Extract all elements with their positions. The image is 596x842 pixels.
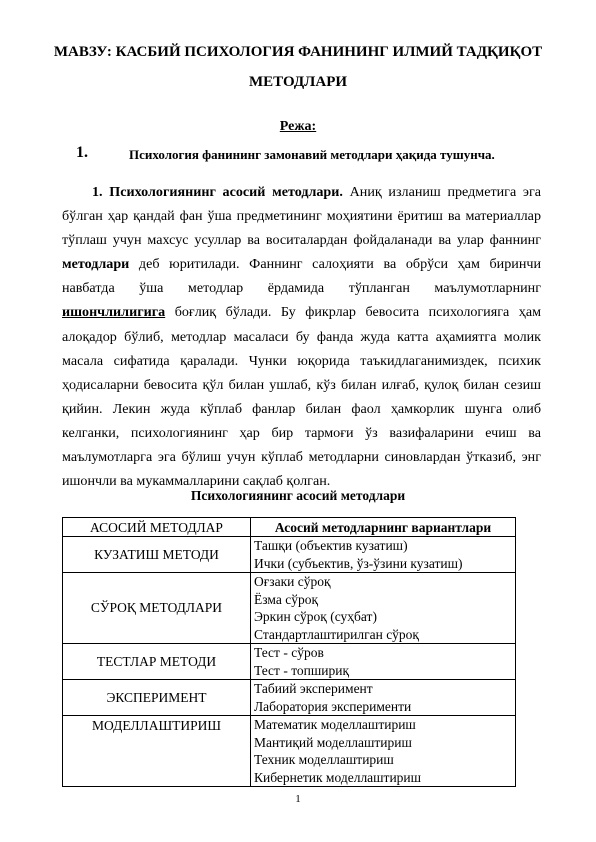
variant-item: Тест - сўров [254, 645, 324, 660]
method-name: ТЕСТЛАР МЕТОДИ [63, 644, 251, 680]
table-row [63, 680, 516, 716]
paragraph-term-methods: методлари [62, 256, 130, 273]
plan-item-text: Психология фанининг замонавий методлари ҳақида тушунча. [129, 147, 495, 162]
paragraph-term-reliability: ишончлилигига [62, 304, 166, 321]
method-variants [251, 716, 516, 787]
table-row [63, 644, 516, 680]
variant-item: Кибернетик моделлаштириш [254, 769, 422, 785]
method-variants [251, 644, 516, 680]
method-name: МОДЕЛЛАШТИРИШ [63, 716, 251, 787]
document-title-line2: МЕТОДЛАРИ [248, 74, 348, 90]
table-header-variants: Асосий методларнинг вариантлари [251, 518, 516, 537]
variant-item: Лаборатория эксперименти [254, 698, 412, 714]
variant-item: Тест - топшириқ [254, 662, 350, 678]
variant-item: Математик моделлаштириш [254, 717, 416, 732]
method-variants [251, 573, 516, 644]
variant-item: Ташқи (объектив кузатиш) [254, 538, 408, 553]
variant-item: Табиий эксперимент [254, 681, 373, 696]
variant-item: Техник моделлаштириш [254, 752, 394, 767]
variant-item: Ички (субъектив, ўз-ўзини кузатиш) [254, 555, 463, 571]
paragraph-text-c: боғлиқ бўлади. Бу фикрлар бевосита психологияга ҳам алоқадор бўлиб, методлар масаласи бу фанда жуда катта аҳамиятга молик масала сифатида қаралади. Чунки юқорида таъкидлаганимиздек, психик ҳодисаларни бевосита қўл билан ушлаб, кўз билан илғаб, қулоқ билан сезиш қийин. Лекин жуда кўплаб фанлар билан фаол ҳамкорлик шунга олиб келганки, психологиянинг ҳар бир тармоғи ўз вазифаларини ечиш ва маълумотларга эга бўлиш учун кўплаб методларни синовлардан ўтказиб, энг ишончли ва мукаммалларини сақлаб қолган. [62, 304, 541, 490]
paragraph-lead: 1. Психологиянинг асосий методлари. [92, 184, 343, 200]
table-row [63, 537, 516, 573]
variant-item: Эркин сўроқ (суҳбат) [254, 609, 377, 624]
table-header-row [63, 518, 516, 537]
table-caption: Психологиянинг асосий методлари [190, 488, 406, 503]
paragraph-text-a: Аниқ изланиш предметига эга бўлган ҳар қандай фан ўша предметининг моҳиятини ёритиш ва материаллар тўплаш учун махсус усуллар ва воситалардан фойдаланади ва улар фаннинг [62, 184, 541, 249]
plan-item-number: 1. [76, 144, 88, 161]
variant-item: Стандартлаштирилган сўроқ [254, 626, 419, 642]
body-paragraph [62, 180, 541, 493]
page-number: 1 [295, 793, 301, 805]
variant-item: Мантиқий моделлаштириш [254, 734, 412, 750]
table-row [63, 573, 516, 644]
method-name: ЭКСПЕРИМЕНТ [63, 680, 251, 716]
method-variants [251, 680, 516, 716]
method-name: СЎРОҚ МЕТОДЛАРИ [63, 573, 251, 644]
method-variants [251, 537, 516, 573]
plan-heading: Режа: [279, 119, 317, 134]
table-header-methods: АСОСИЙ МЕТОДЛАР [63, 518, 251, 537]
table-row [63, 716, 516, 787]
method-name: КУЗАТИШ МЕТОДИ [63, 537, 251, 573]
variant-item: Оғзаки сўроқ [254, 574, 331, 589]
variant-item: Ёзма сўроқ [254, 591, 319, 607]
document-title-line1: МАВЗУ: КАСБИЙ ПСИХОЛОГИЯ ФАНИНИНГ ИЛМИЙ ТАДҚИҚОТ [53, 44, 543, 60]
paragraph-text-b: деб юритилади. Фаннинг салоҳияти ва обрўси ҳам биринчи навбатда ўша методлар ёрдамида тўпланган маълумотларнинг [62, 256, 541, 297]
methods-table [62, 517, 516, 787]
